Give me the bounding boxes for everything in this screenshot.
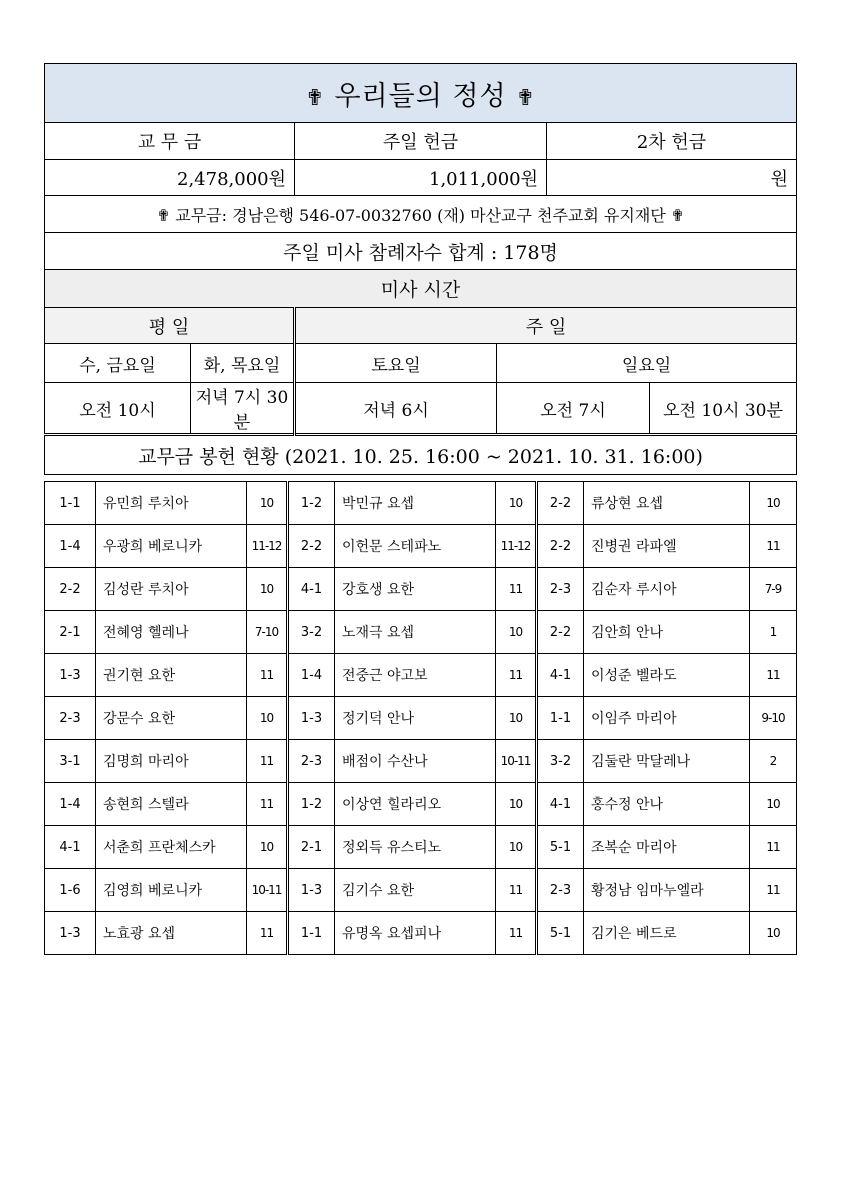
amount-sunday-offering: 1,011,000원 — [295, 160, 547, 196]
name-cell: 김안희 안나 — [584, 611, 750, 654]
contributions-section — [44, 481, 796, 955]
months-cell: 11 — [496, 912, 537, 955]
district-cell: 1-1 — [537, 697, 584, 740]
district-cell: 4-1 — [288, 568, 335, 611]
district-cell: 3-2 — [288, 611, 335, 654]
district-cell: 1-1 — [45, 482, 96, 525]
district-cell: 2-2 — [45, 568, 96, 611]
district-cell: 2-2 — [537, 482, 584, 525]
months-cell: 7-9 — [750, 568, 797, 611]
district-cell: 5-1 — [537, 912, 584, 955]
name-cell: 김성란 루치아 — [96, 568, 247, 611]
name-cell: 전중근 야고보 — [335, 654, 496, 697]
name-cell: 노효광 요셉 — [96, 912, 247, 955]
months-cell: 9-10 — [750, 697, 797, 740]
table-row — [45, 869, 797, 912]
district-cell: 1-2 — [288, 783, 335, 826]
months-cell: 11 — [750, 525, 797, 568]
name-cell: 강호생 요한 — [335, 568, 496, 611]
offering-section — [44, 63, 796, 475]
months-cell: 7-10 — [247, 611, 288, 654]
name-cell: 박민규 요셉 — [335, 482, 496, 525]
amount-diocese-dues: 2,478,000원 — [45, 160, 295, 196]
amount-second-collection: 원 — [547, 160, 797, 196]
table-row — [45, 912, 797, 955]
table-row — [45, 826, 797, 869]
district-cell: 1-4 — [288, 654, 335, 697]
day-wed-fri: 수, 금요일 — [45, 344, 191, 383]
offering-status-title: 교무금 봉헌 현황 (2021. 10. 25. 16:00 ~ 2021. 10. 31. 16:00) — [45, 435, 797, 475]
name-cell: 김둘란 막달레나 — [584, 740, 750, 783]
months-cell: 10 — [750, 482, 797, 525]
name-cell: 권기현 요한 — [96, 654, 247, 697]
months-cell: 10 — [496, 783, 537, 826]
name-cell: 우광희 베로니카 — [96, 525, 247, 568]
months-cell: 10 — [496, 482, 537, 525]
name-cell: 이임주 마리아 — [584, 697, 750, 740]
months-cell: 10-11 — [496, 740, 537, 783]
district-cell: 5-1 — [537, 826, 584, 869]
cross-icon: ✟ — [305, 85, 325, 111]
page-title — [45, 64, 797, 123]
header-second-collection: 2차 헌금 — [547, 123, 797, 160]
months-cell: 1 — [750, 611, 797, 654]
district-cell: 1-3 — [288, 869, 335, 912]
district-cell: 2-3 — [537, 869, 584, 912]
months-cell: 11 — [496, 654, 537, 697]
name-cell: 전혜영 헬레나 — [96, 611, 247, 654]
time-wed-fri: 오전 10시 — [45, 383, 191, 435]
offering-table — [44, 63, 797, 475]
weekday-label: 평 일 — [45, 308, 295, 344]
time-tue-thu: 저녁 7시 30분 — [191, 383, 295, 435]
district-cell: 1-6 — [45, 869, 96, 912]
months-cell: 10-11 — [247, 869, 288, 912]
name-cell: 황정남 임마누엘라 — [584, 869, 750, 912]
district-cell: 2-3 — [288, 740, 335, 783]
day-saturday: 토요일 — [295, 344, 497, 383]
district-cell: 3-1 — [45, 740, 96, 783]
time-sunday-early: 오전 7시 — [497, 383, 650, 435]
name-cell: 송현희 스텔라 — [96, 783, 247, 826]
months-cell: 10 — [247, 482, 288, 525]
name-cell: 이헌문 스테파노 — [335, 525, 496, 568]
table-row — [45, 482, 797, 525]
district-cell: 4-1 — [45, 826, 96, 869]
months-cell: 11 — [750, 826, 797, 869]
district-cell: 2-3 — [537, 568, 584, 611]
name-cell: 이상연 힐라리오 — [335, 783, 496, 826]
name-cell: 정외득 유스티노 — [335, 826, 496, 869]
district-cell: 2-1 — [45, 611, 96, 654]
name-cell: 조복순 마리아 — [584, 826, 750, 869]
district-cell: 1-2 — [288, 482, 335, 525]
name-cell: 노재극 요셉 — [335, 611, 496, 654]
months-cell: 10 — [496, 611, 537, 654]
months-cell: 10 — [496, 697, 537, 740]
months-cell: 10 — [750, 783, 797, 826]
months-cell: 10 — [247, 568, 288, 611]
district-cell: 4-1 — [537, 654, 584, 697]
name-cell: 김순자 루시아 — [584, 568, 750, 611]
name-cell: 이성준 벨라도 — [584, 654, 750, 697]
months-cell: 11-12 — [247, 525, 288, 568]
months-cell: 11-12 — [496, 525, 537, 568]
sunday-label: 주 일 — [295, 308, 797, 344]
contributions-table — [44, 481, 797, 955]
time-sunday-late: 오전 10시 30분 — [650, 383, 797, 435]
day-sunday: 일요일 — [497, 344, 797, 383]
district-cell: 1-3 — [288, 697, 335, 740]
months-cell: 11 — [247, 740, 288, 783]
title-text: 우리들의 정성 — [334, 80, 507, 112]
months-cell: 10 — [247, 697, 288, 740]
district-cell: 2-1 — [288, 826, 335, 869]
name-cell: 정기덕 안나 — [335, 697, 496, 740]
name-cell: 김영희 베로니카 — [96, 869, 247, 912]
name-cell: 서춘희 프란체스카 — [96, 826, 247, 869]
district-cell: 2-2 — [537, 611, 584, 654]
months-cell: 10 — [496, 826, 537, 869]
months-cell: 11 — [247, 912, 288, 955]
district-cell: 2-2 — [288, 525, 335, 568]
months-cell: 10 — [247, 826, 288, 869]
months-cell: 11 — [247, 654, 288, 697]
name-cell: 유민희 루치아 — [96, 482, 247, 525]
district-cell: 2-3 — [45, 697, 96, 740]
contributions-body — [45, 482, 797, 955]
district-cell: 1-4 — [45, 783, 96, 826]
district-cell: 2-2 — [537, 525, 584, 568]
district-cell: 4-1 — [537, 783, 584, 826]
time-saturday: 저녁 6시 — [295, 383, 497, 435]
name-cell: 류상현 요셉 — [584, 482, 750, 525]
day-tue-thu: 화, 목요일 — [191, 344, 295, 383]
months-cell: 11 — [496, 869, 537, 912]
months-cell: 2 — [750, 740, 797, 783]
attendance-total: 주일 미사 참례자수 합계 : 178명 — [45, 233, 797, 270]
months-cell: 11 — [750, 654, 797, 697]
name-cell: 진병권 라파엘 — [584, 525, 750, 568]
name-cell: 배점이 수산나 — [335, 740, 496, 783]
table-row — [45, 611, 797, 654]
table-row — [45, 525, 797, 568]
name-cell: 김기수 요한 — [335, 869, 496, 912]
header-diocese-dues: 교 무 금 — [45, 123, 295, 160]
district-cell: 1-1 — [288, 912, 335, 955]
header-sunday-offering: 주일 헌금 — [295, 123, 547, 160]
months-cell: 11 — [496, 568, 537, 611]
months-cell: 11 — [247, 783, 288, 826]
name-cell: 강문수 요한 — [96, 697, 247, 740]
table-row — [45, 697, 797, 740]
district-cell: 1-3 — [45, 654, 96, 697]
cross-icon: ✟ — [516, 85, 536, 111]
district-cell: 1-4 — [45, 525, 96, 568]
district-cell: 1-3 — [45, 912, 96, 955]
months-cell: 10 — [750, 912, 797, 955]
bank-account: ✟ 교무금: 경남은행 546-07-0032760 (재) 마산교구 천주교회 유지재단 ✟ — [45, 196, 797, 233]
district-cell: 3-2 — [537, 740, 584, 783]
table-row — [45, 654, 797, 697]
table-row — [45, 740, 797, 783]
name-cell: 홍수정 안나 — [584, 783, 750, 826]
name-cell: 김명희 마리아 — [96, 740, 247, 783]
name-cell: 유명옥 요셉피나 — [335, 912, 496, 955]
mass-times-title: 미사 시간 — [45, 270, 797, 308]
table-row — [45, 783, 797, 826]
months-cell: 11 — [750, 869, 797, 912]
table-row — [45, 568, 797, 611]
name-cell: 김기은 베드로 — [584, 912, 750, 955]
